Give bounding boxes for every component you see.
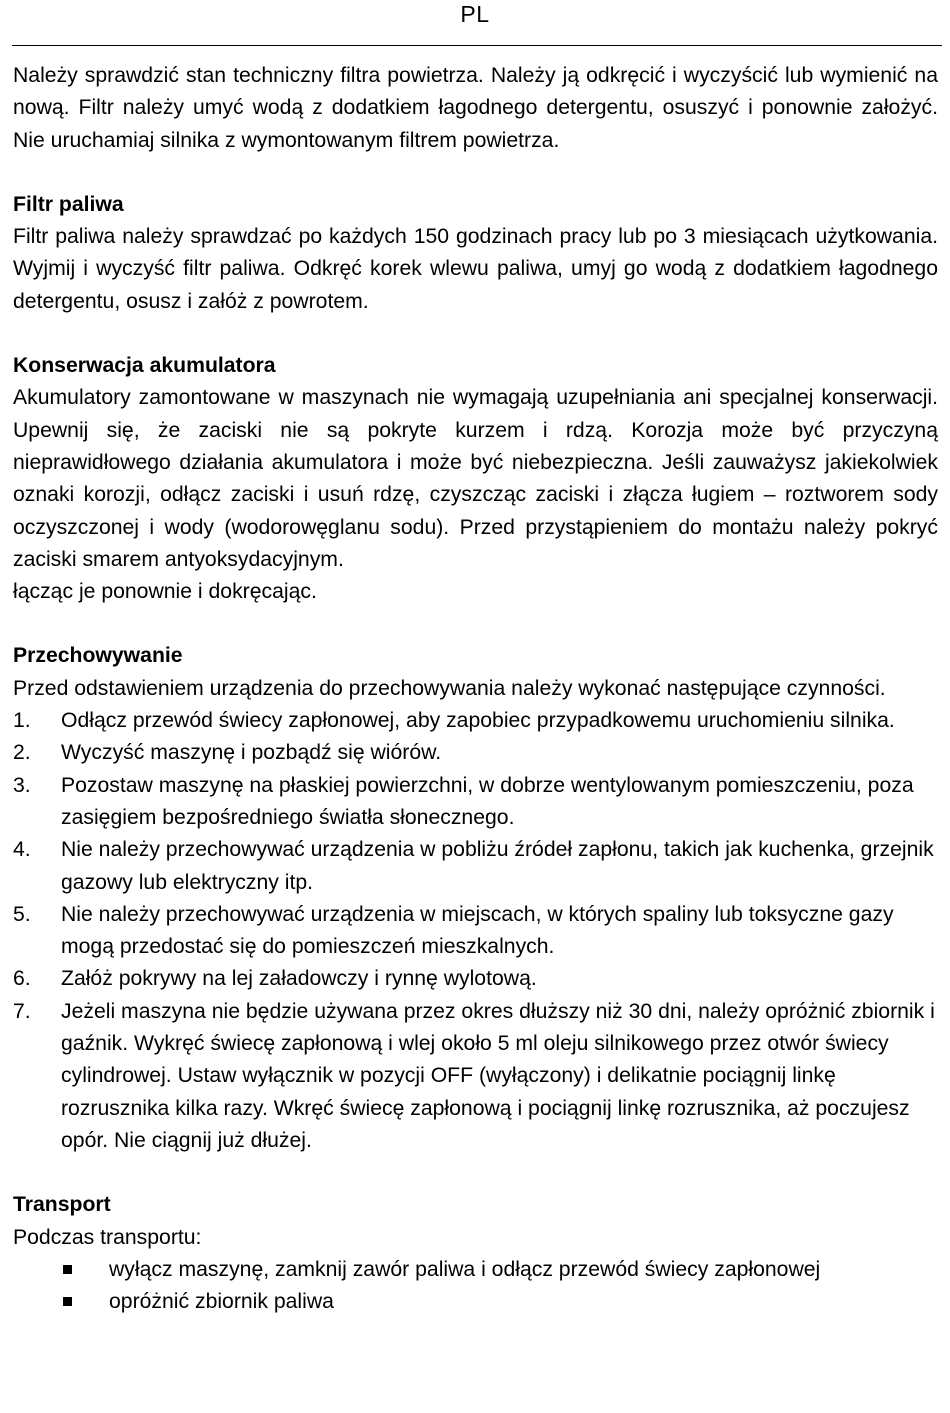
storage-step [13,770,938,835]
transport-item [13,1286,938,1318]
step-text: Jeżeli maszyna nie będzie używana przez okres dłuższy niż 30 dni, należy opróżnić zbiornik i gaźnik. Wykręć świecę zapłonową i wlej około 5 ml oleju silnikowego przez otwór świecy cylindrowej. Ustaw wyłącznik w pozycji OFF (wyłączony) i delikatnie pociągnij linkę rozrusznika kilka razy. Wkręć świecę zapłonową i pociągnij linkę rozrusznika, aż poczujesz opór. Nie ciągnij już dłużej. [61,999,935,1152]
transport-list [13,1254,938,1319]
fuel-filter-heading: Filtr paliwa [13,192,124,216]
storage-steps-list [13,705,938,1157]
step-text: Załóż pokrywy na lej załadowczy i rynnę wylotową. [61,967,537,991]
battery-paragraph-extra: łącząc je ponownie i dokręcając. [13,580,317,604]
transport-heading: Transport [13,1193,111,1217]
battery-heading: Konserwacja akumulatora [13,354,276,378]
step-number: 4. [13,838,31,862]
step-number: 5. [13,902,31,926]
storage-step [13,834,938,899]
fuel-filter-paragraph: Filtr paliwa należy sprawdzać po każdych 150 godzinach pracy lub po 3 miesiącach użytkowania. Wyjmij i wyczyść filtr paliwa. Odkręć korek wlewu paliwa, umyj go wodą z dodatkiem łagodnego detergentu, osusz i załóż z powrotem. [13,225,938,313]
battery-paragraph: Akumulatory zamontowane w maszynach nie wymagają uzupełniania ani specjalnej konserwacji. Upewnij się, że zaciski nie są pokryte kurzem i rdzą. Korozja może być przyczyną nieprawidłowego działania akumulatora i może być niebezpieczna. Jeśli zauważysz jakiekolwiek oznaki korozji, odłącz zaciski i usuń rdzę, czyszcząc zaciski i złącza ługiem – roztworem sody oczyszczonej i wody (wodorowęglanu sodu). Przed przystąpieniem do montażu należy pokryć zaciski smarem antyoksydacyjnym. [13,386,938,571]
storage-heading: Przechowywanie [13,644,183,668]
transport-item-text: wyłącz maszynę, zamknij zawór paliwa i odłącz przewód świecy zapłonowej [109,1257,821,1281]
step-text: Wyczyść maszynę i pozbądź się wiórów. [61,741,442,765]
storage-step [13,737,938,769]
step-text: Nie należy przechowywać urządzenia w pobliżu źródeł zapłonu, takich jak kuchenka, grzejnik gazowy lub elektryczny itp. [61,838,934,894]
air-filter-paragraph: Należy sprawdzić stan techniczny filtra powietrza. Należy ją odkręcić i wyczyścić lub wymienić na nową. Filtr należy umyć wodą z dodatkiem łagodnego detergentu, osuszyć i ponownie założyć. Nie uruchamiaj silnika z wymontowanym filtrem powietrza. [13,64,938,152]
fuel-filter-section [13,189,938,318]
storage-step [13,705,938,737]
transport-item-text: opróżnić zbiornik paliwa [109,1290,334,1314]
step-number: 6. [13,967,31,991]
step-number: 3. [13,773,31,797]
battery-section [13,350,938,608]
header-divider [12,45,942,46]
transport-item [13,1254,938,1286]
page-language-code: PL [460,1,490,27]
storage-step [13,996,938,1157]
square-bullet-icon [63,1297,72,1306]
storage-section [13,640,938,1157]
storage-intro: Przed odstawieniem urządzenia do przechowywania należy wykonać następujące czynności. [13,676,886,700]
storage-step [13,963,938,995]
step-text: Nie należy przechowywać urządzenia w miejscach, w których spaliny lub toksyczne gazy mogą przedostać się do pomieszczeń mieszkalnych. [61,902,894,959]
step-number: 1. [13,709,31,733]
step-text: Pozostaw maszynę na płaskiej powierzchni, w dobrze wentylowanym pomieszczeniu, poza zasięgiem bezpośredniego światła słonecznego. [61,773,914,829]
storage-step [13,899,938,964]
step-number: 7. [13,999,31,1023]
transport-intro: Podczas transportu: [13,1225,202,1249]
transport-section [13,1189,938,1318]
step-number: 2. [13,741,31,765]
document-body [13,60,938,1318]
square-bullet-icon [63,1265,72,1274]
step-text: Odłącz przewód świecy zapłonowej, aby zapobiec przypadkowemu uruchomieniu silnika. [61,709,895,733]
